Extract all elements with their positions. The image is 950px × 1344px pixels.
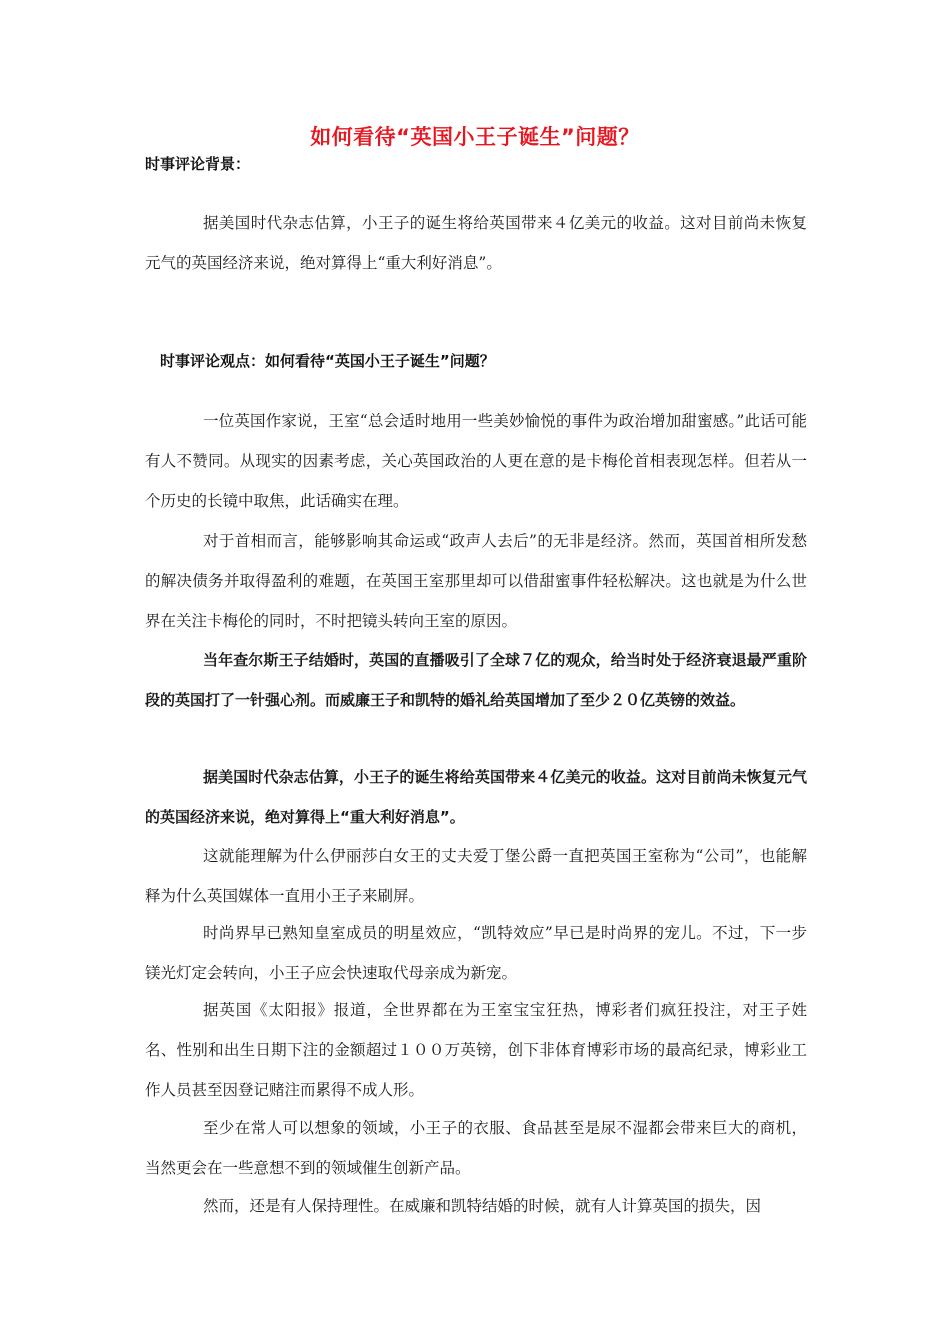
body-paragraph-9: 然而，还是有人保持理性。在威廉和凯特结婚的时候，就有人计算英国的损失，因	[203, 1197, 762, 1215]
body-paragraph-8: 至少在常人可以想象的领域，小王子的衣服、食品甚至是尿不湿都会带来巨大的商机，当然更会在一些意想不到的领域催生创新产品。	[145, 1119, 807, 1177]
body-paragraph-5: 这就能理解为什么伊丽莎白女王的丈夫爱丁堡公爵一直把英国王室称为“公司”，也能解释为什么英国媒体一直用小王子来刷屏。	[145, 847, 807, 905]
body-paragraph-7: 据英国《太阳报》报道，全世界都在为王室宝宝狂热，博彩者们疯狂投注，对王子姓名、性别和出生日期下注的金额超过１００万英镑，创下非体育博彩市场的最高纪录，博彩业工作人员甚至因登记赌注而累得不成人形。	[145, 1001, 807, 1099]
body-paragraph-1: 一位英国作家说，王室“总会适时地用一些美妙愉悦的事件为政治增加甜蜜感。”此话可能有人不赞同。从现实的因素考虑，关心英国政治的人更在意的是卡梅伦首相表现怎样。但若从一个历史的长镜中取焦，此话确实在理。	[145, 412, 807, 510]
body-paragraph-4: 据美国时代杂志估算，小王子的诞生将给英国带来４亿美元的收益。这对目前尚未恢复元气的英国经济来说，绝对算得上“重大利好消息”。	[145, 768, 807, 826]
body-paragraph-3: 当年查尔斯王子结婚时，英国的直播吸引了全球７亿的观众，给当时处于经济衰退最严重阶段的英国打了一针强心剂。而威廉王子和凯特的婚礼给英国增加了至少２０亿英镑的效益。	[145, 651, 807, 709]
body-paragraph-6: 时尚界早已熟知皇室成员的明星效应，“凯特效应”早已是时尚界的宠儿。不过，下一步镁光灯定会转向，小王子应会快速取代母亲成为新宠。	[145, 924, 807, 982]
document-title: 如何看待“英国小王子诞生”问题？	[310, 125, 640, 149]
background-paragraph: 据美国时代杂志估算，小王子的诞生将给英国带来４亿美元的收益。这对目前尚未恢复元气的英国经济来说，绝对算得上“重大利好消息”。	[145, 214, 807, 272]
viewpoint-heading: 时事评论观点：如何看待“英国小王子诞生”问题？	[160, 352, 495, 370]
body-paragraph-2: 对于首相而言，能够影响其命运或“政声人去后”的无非是经济。然而，英国首相所发愁的解决债务并取得盈利的难题，在英国王室那里却可以借甜蜜事件轻松解决。这也就是为什么世界在关注卡梅伦的同时，不时把镜头转向王室的原因。	[145, 532, 807, 630]
background-heading: 时事评论背景：	[145, 155, 251, 173]
